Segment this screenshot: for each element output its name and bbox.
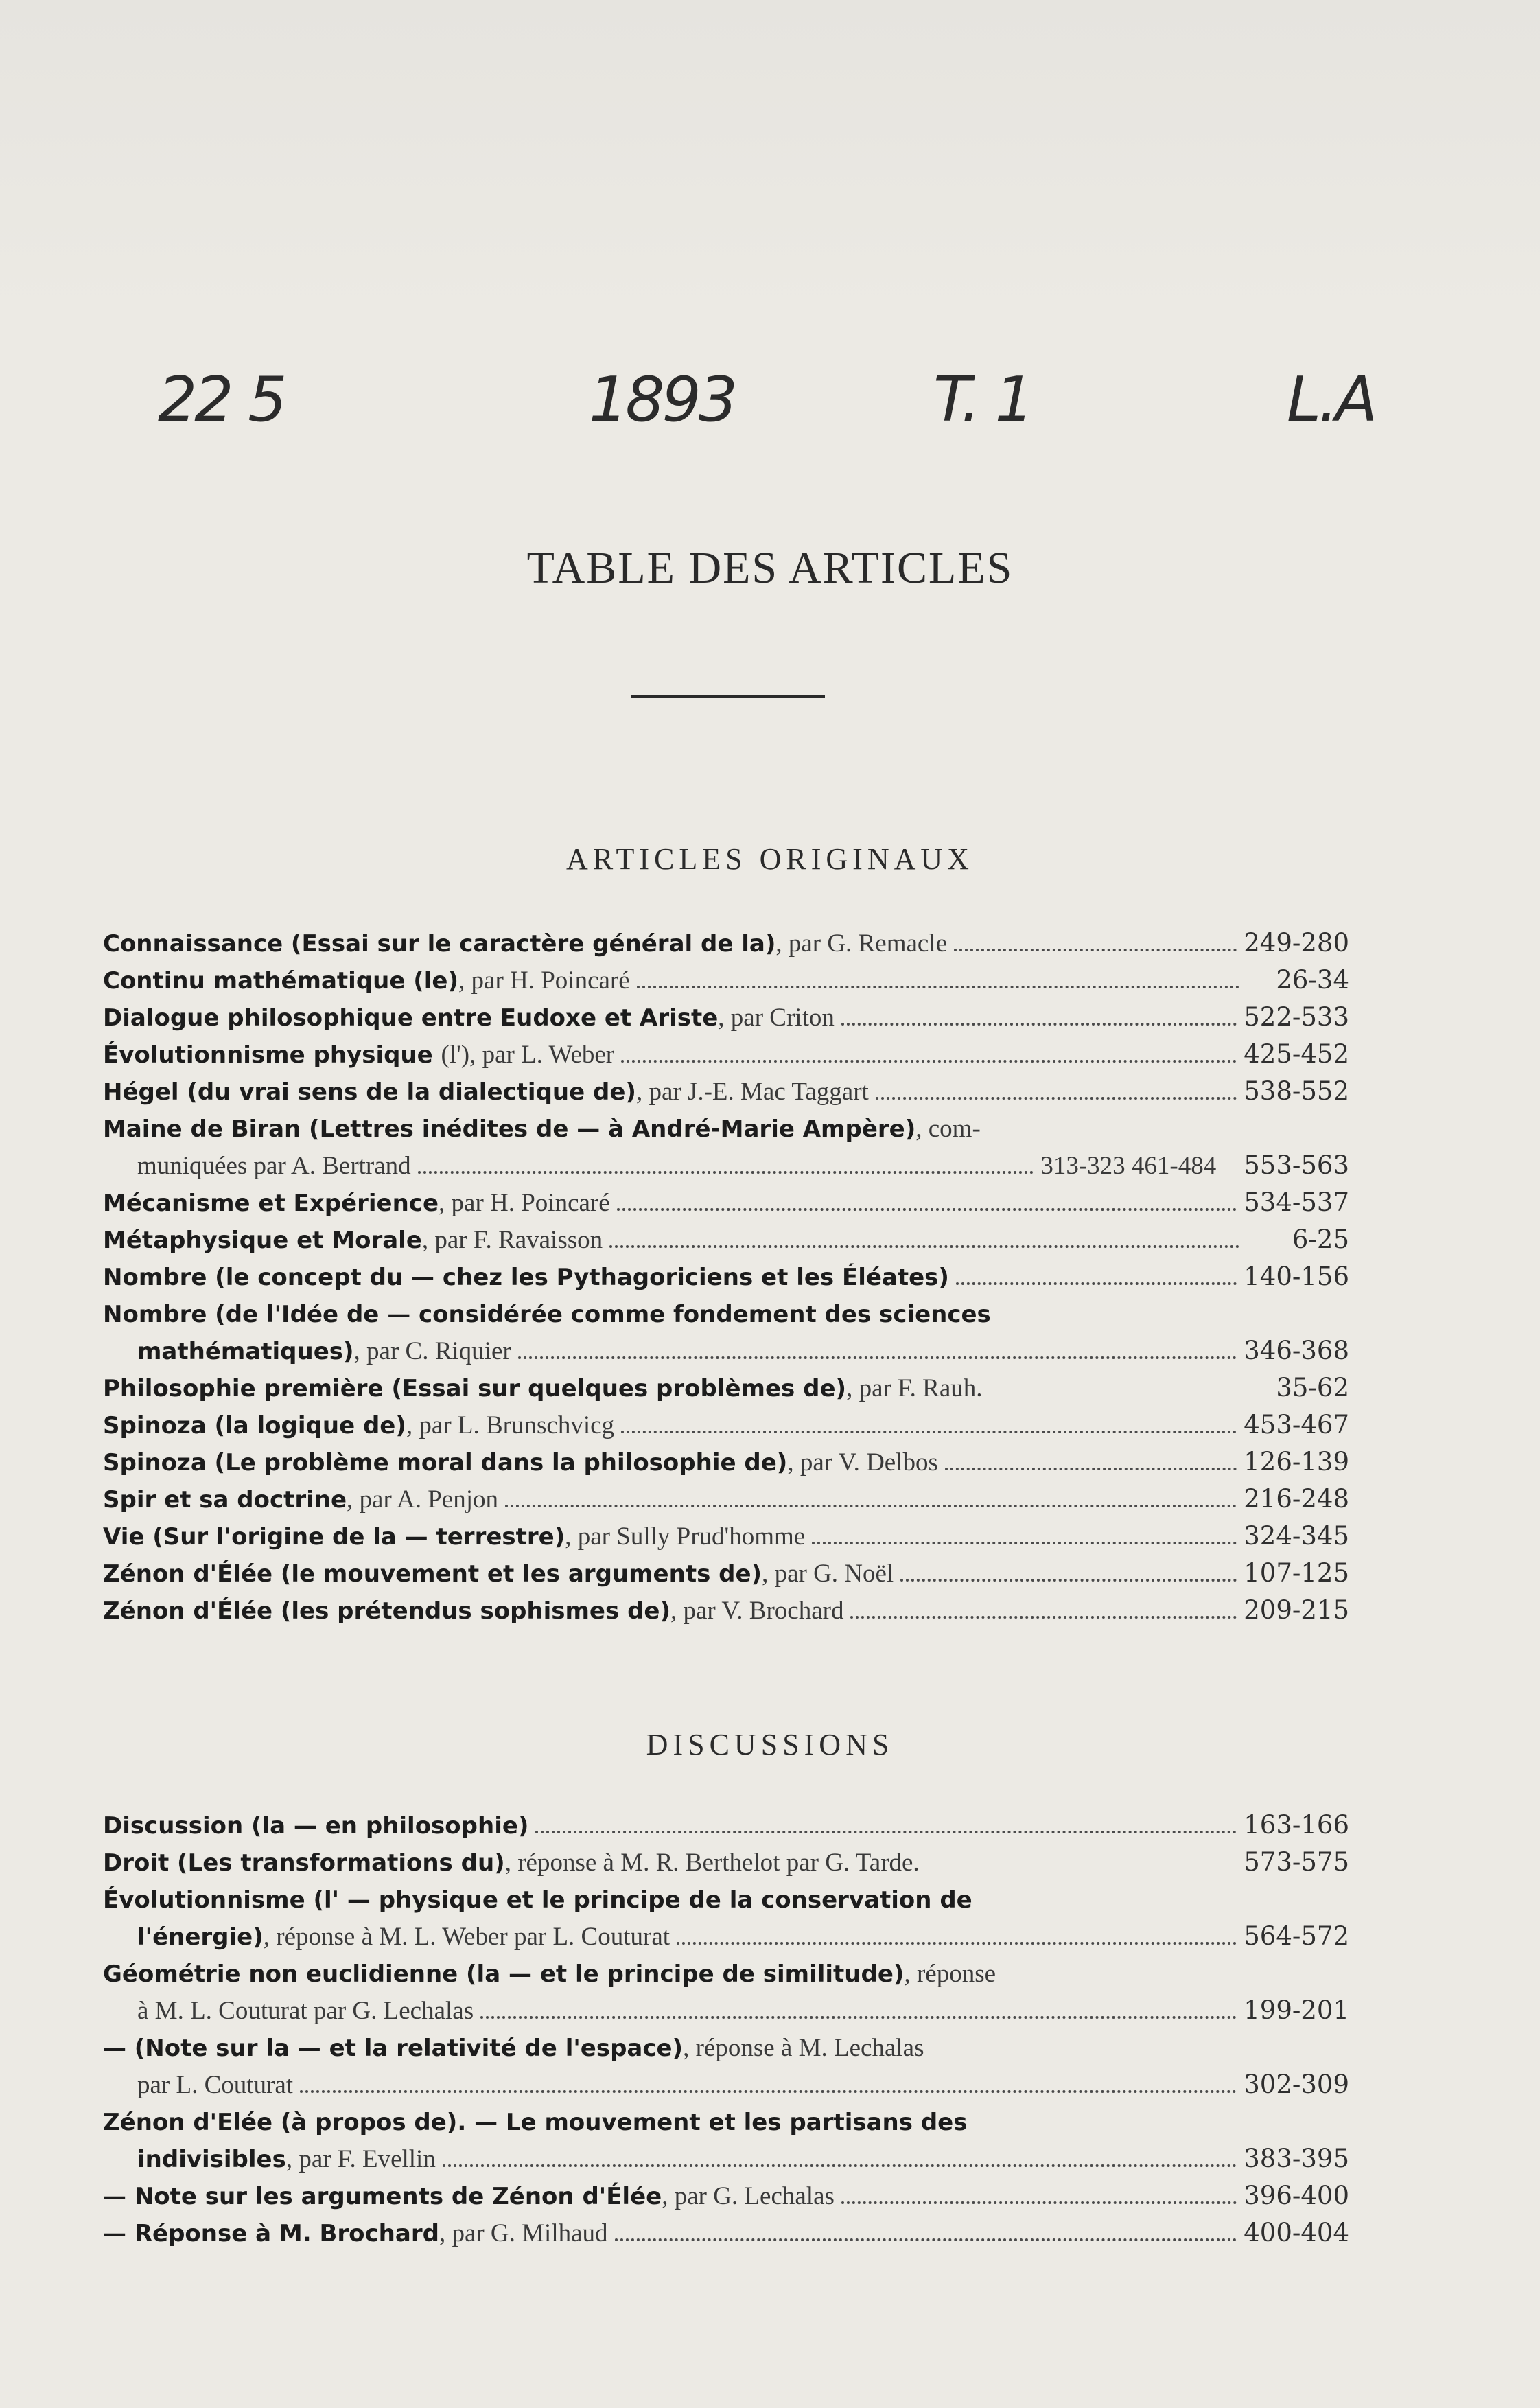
entry-author: , par V. Delbos: [787, 1448, 938, 1477]
toc-entry: [103, 1258, 1349, 1295]
entry-pages: 107-125: [1244, 1558, 1349, 1588]
handwritten-shelf-mark: 22 5: [158, 364, 285, 436]
entry-pages: 35-62: [1276, 1373, 1349, 1402]
dot-leader: [900, 1558, 1237, 1582]
entry-author: , par L. Weber: [469, 1041, 615, 1069]
handwritten-year: 1893: [589, 364, 736, 436]
toc-entry: [103, 1444, 1349, 1481]
entry-pages: 400-404: [1244, 2218, 1349, 2247]
toc-entry: [103, 2177, 1349, 2214]
toc-entry: [103, 1295, 1349, 1332]
entry-qualifier: (la logique de): [214, 1412, 406, 1439]
dot-leader: [945, 1447, 1237, 1470]
entry-subject: Spinoza: [103, 1412, 207, 1439]
entry-qualifier: (du vrai sens de la dialectique de): [187, 1078, 636, 1106]
entry-continuation-text: mathématiques): [137, 1338, 354, 1365]
toc-entry-continuation: [103, 1147, 1349, 1184]
dot-leader: [621, 1039, 1237, 1063]
entry-pages: 26-34: [1276, 965, 1349, 995]
entry-subject: Vie: [103, 1523, 145, 1551]
entry-subject: Métaphysique et Morale: [103, 1227, 422, 1254]
entry-author: , réponse: [904, 1960, 996, 1988]
entry-subject: Discussion: [103, 1812, 244, 1840]
entry-pages: 553-563: [1244, 1150, 1349, 1180]
dot-leader: [637, 965, 1239, 988]
entry-author: , par G. Remacle: [775, 929, 948, 958]
dot-leader: [841, 2181, 1237, 2204]
entry-pages: 199-201: [1244, 1995, 1349, 2025]
entry-qualifier: (à propos de). — Le mouvement et les partisans des: [280, 2109, 968, 2136]
toc-entry: [103, 1036, 1349, 1073]
dot-leader: [876, 1076, 1237, 1100]
entry-pages: 538-552: [1244, 1076, 1349, 1106]
entry-continuation-text: indivisibles: [137, 2146, 286, 2173]
toc-entry: [103, 2214, 1349, 2251]
page-title: TABLE DES ARTICLES: [526, 543, 1014, 593]
dot-leader: [518, 1336, 1237, 1359]
dot-leader: [615, 2218, 1237, 2241]
entry-qualifier: (l' — physique et le principe de la conservation de: [313, 1886, 972, 1914]
toc-entry-continuation: [103, 1332, 1349, 1369]
entry-extra-pages: 313-323 461-484: [1040, 1152, 1217, 1180]
entry-pages: 140-156: [1244, 1262, 1349, 1291]
title-rule: [631, 695, 825, 698]
entry-author: , par F. Rauh.: [846, 1374, 983, 1402]
entry-pages: 6-25: [1292, 1225, 1349, 1254]
toc-entry: [103, 1073, 1349, 1110]
entry-pages: 522-533: [1244, 1002, 1349, 1032]
entry-pages: 453-467: [1244, 1410, 1349, 1439]
entry-subject: Spir et sa doctrine: [103, 1486, 347, 1514]
entry-author: , par G. Noël: [762, 1560, 894, 1588]
dot-leader: [990, 1376, 1239, 1396]
entry-subject: Mécanisme et Expérience: [103, 1190, 439, 1217]
entry-pages: 126-139: [1244, 1447, 1349, 1477]
dot-leader: [850, 1595, 1237, 1619]
entry-subject: Hégel: [103, 1078, 179, 1106]
entry-subject: Maine de Biran: [103, 1115, 301, 1143]
entry-author: , par G. Lechalas: [662, 2182, 835, 2210]
entry-author: , par Criton: [718, 1004, 835, 1032]
entry-subject: Zénon d'Élée: [103, 1560, 273, 1588]
entry-author: , par H. Poincaré: [439, 1189, 610, 1217]
entry-subject: — Réponse à M. Brochard: [103, 2220, 439, 2247]
entry-subject: Dialogue philosophique entre Eudoxe et Ariste: [103, 1004, 719, 1032]
toc-entry: [103, 1592, 1349, 1629]
entry-subject: Zénon d'Elée: [103, 2109, 273, 2136]
entry-qualifier: (la — et le principe de similitude): [466, 1960, 905, 1988]
dot-leader: [926, 1850, 1237, 1871]
dot-leader: [841, 1002, 1237, 1026]
entry-qualifier: (Note sur la — et la relativité de l'espace): [134, 2035, 684, 2062]
entry-author: , par V. Brochard: [670, 1597, 844, 1625]
entry-author: , par L. Brunschvicg: [406, 1411, 615, 1439]
toc-entry: [103, 1555, 1349, 1592]
toc-entry: [103, 1184, 1349, 1221]
toc-entry: [103, 1481, 1349, 1518]
toc-entry: [103, 1369, 1349, 1406]
entry-author: à M. L. Couturat par G. Lechalas: [137, 1997, 474, 2025]
section-heading-discussions: DISCUSSIONS: [646, 1728, 894, 1761]
bleed-through-shadow: [0, 0, 1540, 323]
entry-qualifier: (Essai sur quelques problèmes de): [391, 1375, 847, 1402]
toc-entry-continuation: [103, 2066, 1349, 2103]
dot-leader: [954, 928, 1237, 951]
entry-pages: 425-452: [1244, 1039, 1349, 1069]
entry-author: , par A. Penjon: [347, 1485, 498, 1514]
entry-pages: 163-166: [1244, 1810, 1349, 1840]
toc-entry: [103, 1406, 1349, 1444]
entry-qualifier: (Essai sur le caractère général de la): [290, 930, 776, 958]
entry-pages: 249-280: [1244, 928, 1349, 958]
toc-entry: [103, 1844, 1349, 1881]
entry-pages: 564-572: [1244, 1921, 1349, 1951]
section-heading-articles: ARTICLES ORIGINAUX: [566, 842, 974, 876]
toc-entry: [103, 1881, 1349, 1918]
toc-entry: [103, 962, 1349, 999]
entry-author: par L. Couturat: [137, 2071, 294, 2099]
dot-leader: [956, 1262, 1237, 1285]
toc-entry-continuation: [103, 2140, 1349, 2177]
entry-author: , réponse à M. L. Weber par L. Couturat: [263, 1923, 670, 1951]
entry-pages: 216-248: [1244, 1484, 1349, 1514]
toc-entry: [103, 1518, 1349, 1555]
entry-author: , par F. Ravaisson: [421, 1226, 603, 1254]
entry-subject: Droit: [103, 1849, 170, 1877]
entry-qualifier: (Sur l'origine de la — terrestre): [152, 1523, 565, 1551]
entry-continuation-text: muniquées par A. Bertrand: [137, 1152, 411, 1180]
toc-entry: [103, 999, 1349, 1036]
entry-author: , par J.-E. Mac Taggart: [635, 1078, 869, 1106]
entry-qualifier: (la — en philosophie): [250, 1812, 529, 1840]
entry-subject: Géométrie non euclidienne: [103, 1960, 458, 1988]
dot-leader: [812, 1521, 1237, 1544]
dot-leader: [300, 2070, 1237, 2093]
entry-subject: Évolutionnisme physique: [103, 1041, 433, 1069]
dot-leader: [443, 2144, 1237, 2167]
entry-pages: 573-575: [1244, 1847, 1349, 1877]
entry-qualifier: (le mouvement et les arguments de): [280, 1560, 762, 1588]
entry-pages: 534-537: [1244, 1188, 1349, 1217]
entry-author: , par Sully Prud'homme: [565, 1523, 806, 1551]
entry-subject: Évolutionnisme: [103, 1886, 305, 1914]
toc-discussions: [103, 1807, 1349, 2251]
dot-leader: [535, 1810, 1237, 1833]
toc-entry-continuation: [103, 1992, 1349, 2029]
entry-pages: 302-309: [1244, 2070, 1349, 2099]
dot-leader: [609, 1225, 1239, 1248]
entry-subject: Continu mathématique: [103, 967, 406, 995]
toc-entry: [103, 1955, 1349, 1992]
entry-qualifier: (le concept du — chez les Pythagoriciens et les Éléates): [215, 1264, 949, 1291]
toc-entry-continuation: [103, 1918, 1349, 1955]
entry-qualifier: (le): [413, 967, 459, 995]
entry-author: , com-: [915, 1115, 981, 1143]
dot-leader: [677, 1921, 1237, 1945]
toc-entry: [103, 1221, 1349, 1258]
entry-author: , par G. Milhaud: [439, 2219, 608, 2247]
entry-author: , par H. Poincaré: [458, 966, 630, 995]
entry-continuation-text: l'énergie): [137, 1923, 264, 1951]
toc-entry: [103, 925, 1349, 962]
entry-qualifier: (Le problème moral dans la philosophie de): [214, 1449, 788, 1477]
entry-subject: Philosophie première: [103, 1375, 384, 1402]
dot-leader: [505, 1484, 1237, 1507]
entry-pages: 209-215: [1244, 1595, 1349, 1625]
entry-author: , par C. Riquier: [353, 1337, 511, 1365]
entry-subject: — Note sur les arguments de Zénon d'Élée: [103, 2183, 662, 2210]
entry-subject: Zénon d'Élée: [103, 1597, 273, 1625]
dot-leader: [617, 1188, 1237, 1211]
entry-pages: 383-395: [1244, 2144, 1349, 2173]
entry-pages: 346-368: [1244, 1336, 1349, 1365]
toc-entry: [103, 2103, 1349, 2140]
entry-qualifier: (l'): [441, 1041, 470, 1069]
handwritten-letters: L.A: [1287, 364, 1375, 436]
entry-subject: Nombre: [103, 1301, 207, 1328]
entry-qualifier: (Les transformations du): [177, 1849, 505, 1877]
entry-author: , par F. Evellin: [285, 2145, 436, 2173]
entry-qualifier: (les prétendus sophismes de): [280, 1597, 670, 1625]
entry-subject: Nombre: [103, 1264, 207, 1291]
entry-pages: 396-400: [1244, 2181, 1349, 2210]
entry-qualifier: (de l'Idée de — considérée comme fondement des sciences: [215, 1301, 991, 1328]
entry-pages: 324-345: [1244, 1521, 1349, 1551]
entry-author: , réponse à M. Lechalas: [683, 2034, 924, 2062]
handwritten-volume: T. 1: [933, 364, 1031, 436]
dot-leader: [480, 1995, 1237, 2019]
entry-author: , réponse à M. R. Berthelot par G. Tarde.: [504, 1849, 920, 1877]
toc-entry: [103, 1807, 1349, 1844]
entry-subject: Connaissance: [103, 930, 283, 958]
dot-leader: [621, 1410, 1237, 1433]
dot-leader: [418, 1150, 1034, 1174]
entry-qualifier: (Lettres inédites de — à André-Marie Ampère): [309, 1115, 916, 1143]
toc-entry: [103, 2029, 1349, 2066]
entry-subject: Spinoza: [103, 1449, 207, 1477]
toc-articles: [103, 925, 1349, 1629]
toc-entry: [103, 1110, 1349, 1147]
entry-subject: —: [103, 2035, 126, 2062]
